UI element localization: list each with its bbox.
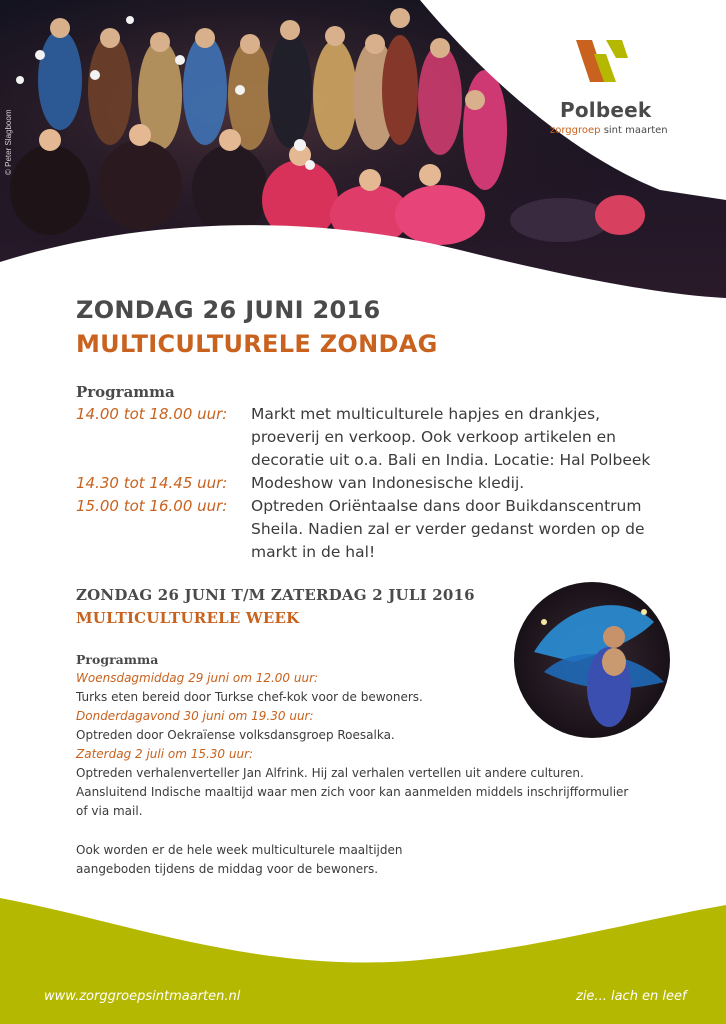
schedule-row — [76, 403, 676, 472]
program-what: Turks eten bereid door Turkse chef-kok voor de bewoners. — [76, 690, 423, 704]
footer-slogan: zie... lach en leef — [576, 989, 687, 1004]
program-when: Woensdagmiddag 29 juni om 12.00 uur: — [76, 671, 319, 685]
logo-name: Polbeek — [560, 98, 652, 122]
event2-closing: Ook worden er de hele week multiculturele maaltijden aangeboden tijdens de middag voor de bewoners. — [76, 843, 403, 876]
website-link[interactable]: www.zorggroepsintmaarten.nl — [44, 989, 241, 1004]
event1-schedule — [76, 403, 676, 564]
schedule-time: 14.30 tot 14.45 uur: — [76, 474, 228, 492]
logo-subtitle-part1: zorggroep — [550, 125, 601, 136]
schedule-row — [76, 472, 676, 495]
event1-program-label: Programma — [76, 383, 175, 401]
program-when: Donderdagavond 30 juni om 19.30 uur: — [76, 709, 314, 723]
event2-date: ZONDAG 26 JUNI T/M ZATERDAG 2 JULI 2016 — [76, 586, 475, 604]
event2-title: MULTICULTURELE WEEK — [76, 609, 300, 627]
event1-date: ZONDAG 26 JUNI 2016 — [76, 296, 381, 324]
program-what: Optreden door Oekraïense volksdansgroep Roesalka. — [76, 728, 395, 742]
schedule-time: 14.00 tot 18.00 uur: — [76, 405, 228, 423]
schedule-desc: Modeshow van Indonesische kledij. — [251, 474, 525, 492]
schedule-row — [76, 495, 676, 564]
event2-program — [76, 650, 636, 879]
logo-subtitle-part2: sint maarten — [600, 125, 668, 136]
event2-program-label: Programma — [76, 652, 159, 667]
polbeek-logo — [548, 36, 668, 146]
program-when: Zaterdag 2 juli om 15.30 uur: — [76, 747, 254, 761]
schedule-desc: Markt met multiculturele hapjes en drankjes, proeverij en verkoop. Ook verkoop artikelen en decoratie uit o.a. Bali en India. Locatie: Hal Polbeek — [251, 405, 651, 469]
polbeek-logo-mark — [572, 36, 628, 86]
photo-credit: © Peter Slagboom — [4, 109, 13, 175]
event1-title: MULTICULTURELE ZONDAG — [76, 330, 438, 358]
program-what: Optreden verhalenverteller Jan Alfrink. Hij zal verhalen vertellen uit andere culturen. Aansluitend Indische maaltijd waar men zich voor kan aanmelden middels inschrijfformulier of via mail. — [76, 766, 629, 818]
logo-subtitle — [550, 125, 668, 136]
schedule-time: 15.00 tot 16.00 uur: — [76, 497, 228, 515]
schedule-desc: Optreden Oriëntaalse dans door Buikdanscentrum Sheila. Nadien zal er verder gedanst worden op de markt in de hal! — [251, 497, 645, 561]
